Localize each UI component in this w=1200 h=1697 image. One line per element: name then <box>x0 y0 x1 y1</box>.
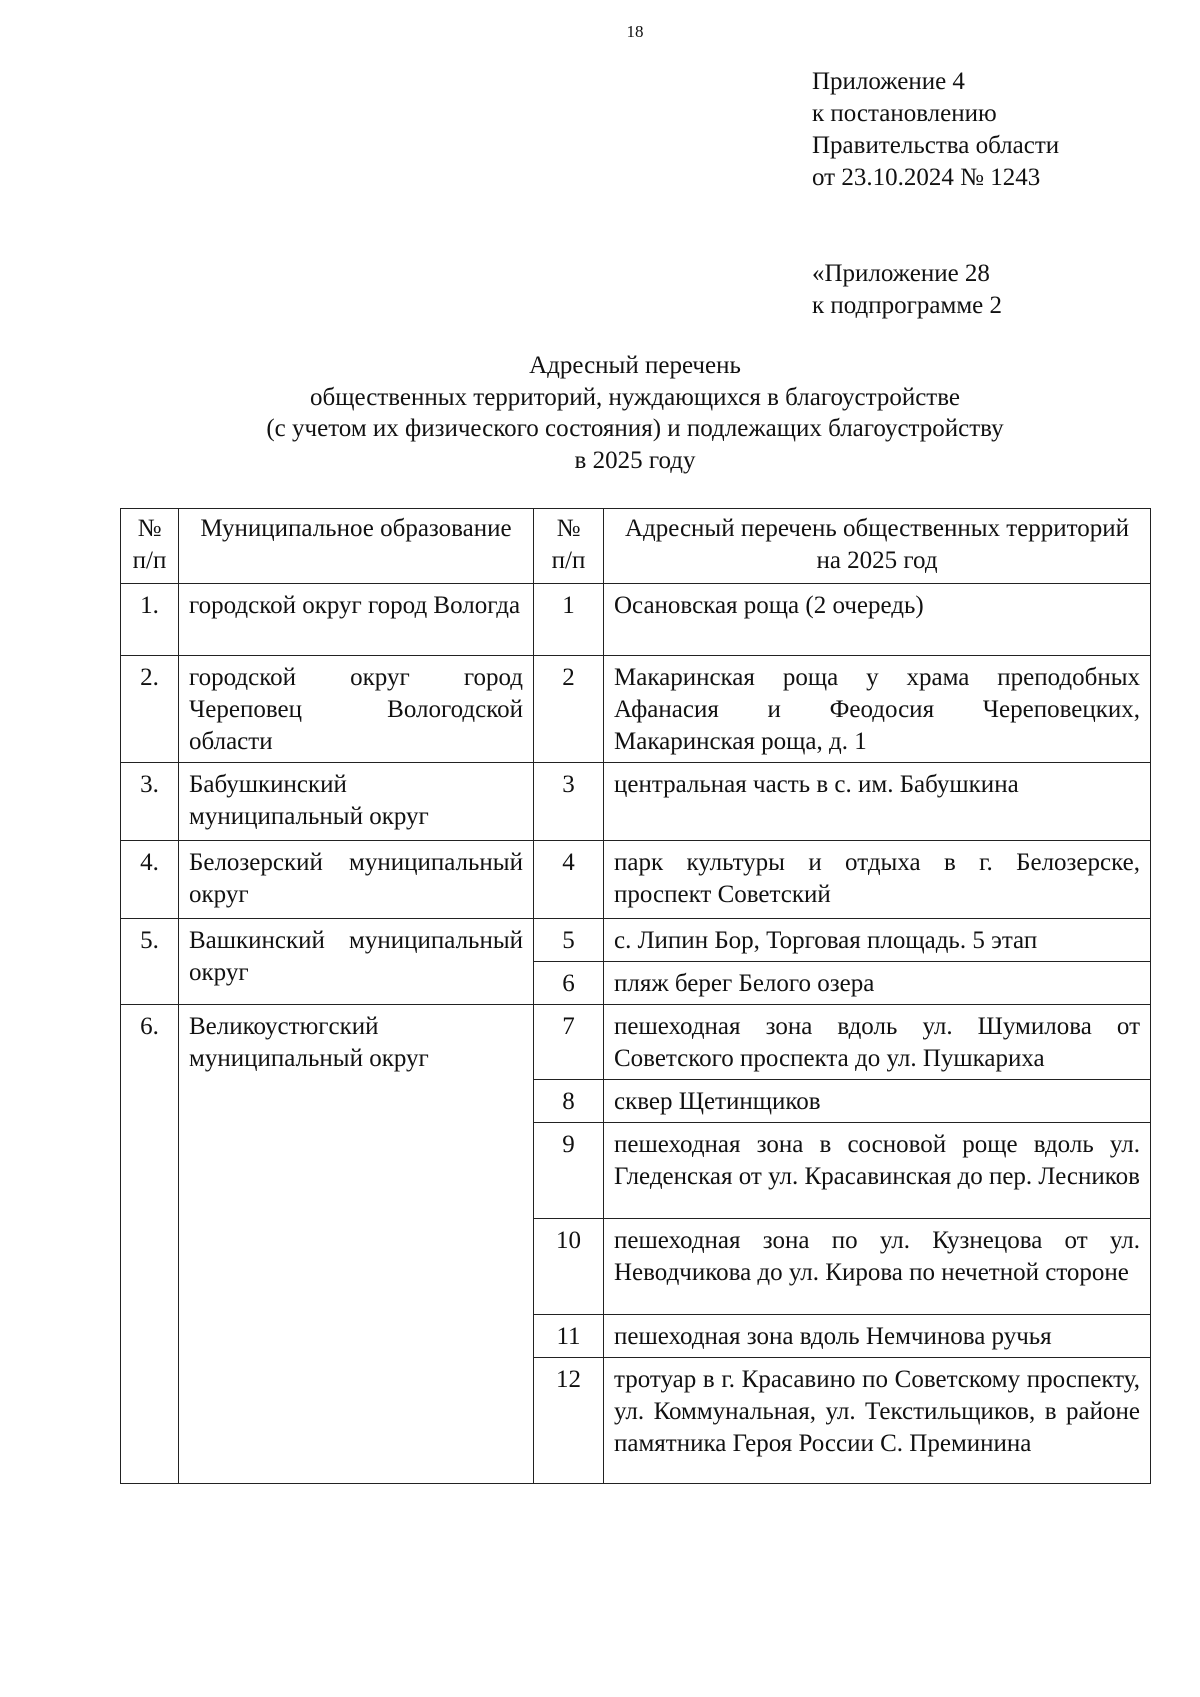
municipality-cell: городской округ город Череповец Вологодской области <box>179 656 534 763</box>
municipality-cell: Белозерский муниципальный округ <box>179 841 534 919</box>
group-number-cell: 1. <box>121 584 179 656</box>
territory-number-cell: 1 <box>534 584 604 656</box>
header-cell-number: № п/п <box>121 509 179 584</box>
appendix-line: от 23.10.2024 № 1243 <box>812 164 1041 191</box>
territory-number-cell: 12 <box>534 1358 604 1484</box>
territory-name-cell: центральная часть в с. им. Бабушкина <box>604 763 1151 841</box>
appendix-line: Приложение 4 <box>812 68 965 95</box>
table-row <box>121 763 1151 841</box>
title-line: Адресный перечень <box>529 352 741 379</box>
municipality-cell: городской округ город Вологда <box>179 584 534 656</box>
header-cell-territory-number: № п/п <box>534 509 604 584</box>
territory-number-cell: 11 <box>534 1315 604 1358</box>
table-row <box>121 656 1151 763</box>
municipality-cell: Великоустюгский муниципальный округ <box>179 1005 534 1484</box>
territory-name-cell: Осановская роща (2 очередь) <box>604 584 1151 656</box>
table-row <box>121 841 1151 919</box>
header-cell-territory-list: Адресный перечень общественных территорий на 2025 год <box>604 509 1151 584</box>
group-number-cell: 4. <box>121 841 179 919</box>
table-row <box>121 584 1151 656</box>
territory-name-cell: сквер Щетинщиков <box>604 1080 1151 1123</box>
territory-name-cell: пешеходная зона в сосновой роще вдоль ул. Гледенская от ул. Красавинская до пер. Лесников <box>604 1123 1151 1219</box>
territory-number-cell: 10 <box>534 1219 604 1315</box>
municipality-cell: Бабушкинский муниципальный округ <box>179 763 534 841</box>
territory-name-cell: тротуар в г. Красавино по Советскому проспекту, ул. Коммунальная, ул. Текстильщиков, в районе памятника Героя России С. Преминина <box>604 1358 1151 1484</box>
table-row <box>121 1005 1151 1080</box>
territory-name-cell: пляж берег Белого озера <box>604 962 1151 1005</box>
territories-table <box>120 508 1151 1484</box>
appendix-line: к постановлению <box>812 100 997 127</box>
table-header-row <box>121 509 1151 584</box>
territory-number-cell: 8 <box>534 1080 604 1123</box>
group-number-cell: 2. <box>121 656 179 763</box>
table-row <box>121 919 1151 962</box>
appendix-sub-header <box>812 258 1002 322</box>
territory-number-cell: 7 <box>534 1005 604 1080</box>
title-line: (с учетом их физического состояния) и подлежащих благоустройству <box>266 415 1004 442</box>
appendix-line: к подпрограмме 2 <box>812 292 1002 319</box>
appendix-line: «Приложение 28 <box>812 260 990 287</box>
territory-name-cell: пешеходная зона вдоль ул. Шумилова от Советского проспекта до ул. Пушкариха <box>604 1005 1151 1080</box>
territory-name-cell: Макаринская роща у храма преподобных Афанасия и Феодосия Череповецких, Макаринская роща, д. 1 <box>604 656 1151 763</box>
territory-number-cell: 4 <box>534 841 604 919</box>
document-title <box>120 350 1150 476</box>
territory-number-cell: 2 <box>534 656 604 763</box>
appendix-header <box>812 66 1059 194</box>
territory-name-cell: пешеходная зона по ул. Кузнецова от ул. Неводчикова до ул. Кирова по нечетной стороне <box>604 1219 1151 1315</box>
page-number: 18 <box>626 22 644 41</box>
territory-name-cell: пешеходная зона вдоль Немчинова ручья <box>604 1315 1151 1358</box>
header-cell-municipality: Муниципальное образование <box>179 509 534 584</box>
title-line: в 2025 году <box>574 446 696 474</box>
group-number-cell: 5. <box>121 919 179 1005</box>
title-line: общественных территорий, нуждающихся в благоустройстве <box>310 383 960 411</box>
territory-number-cell: 5 <box>534 919 604 962</box>
group-number-cell: 3. <box>121 763 179 841</box>
territory-number-cell: 9 <box>534 1123 604 1219</box>
appendix-line: Правительства области <box>812 132 1060 159</box>
territory-number-cell: 6 <box>534 962 604 1005</box>
municipality-cell: Вашкинский муниципальный округ <box>179 919 534 1005</box>
territory-name-cell: с. Липин Бор, Торговая площадь. 5 этап <box>604 919 1151 962</box>
territory-number-cell: 3 <box>534 763 604 841</box>
table-body <box>121 584 1151 1484</box>
territory-name-cell: парк культуры и отдыха в г. Белозерске, проспект Советский <box>604 841 1151 919</box>
group-number-cell: 6. <box>121 1005 179 1484</box>
